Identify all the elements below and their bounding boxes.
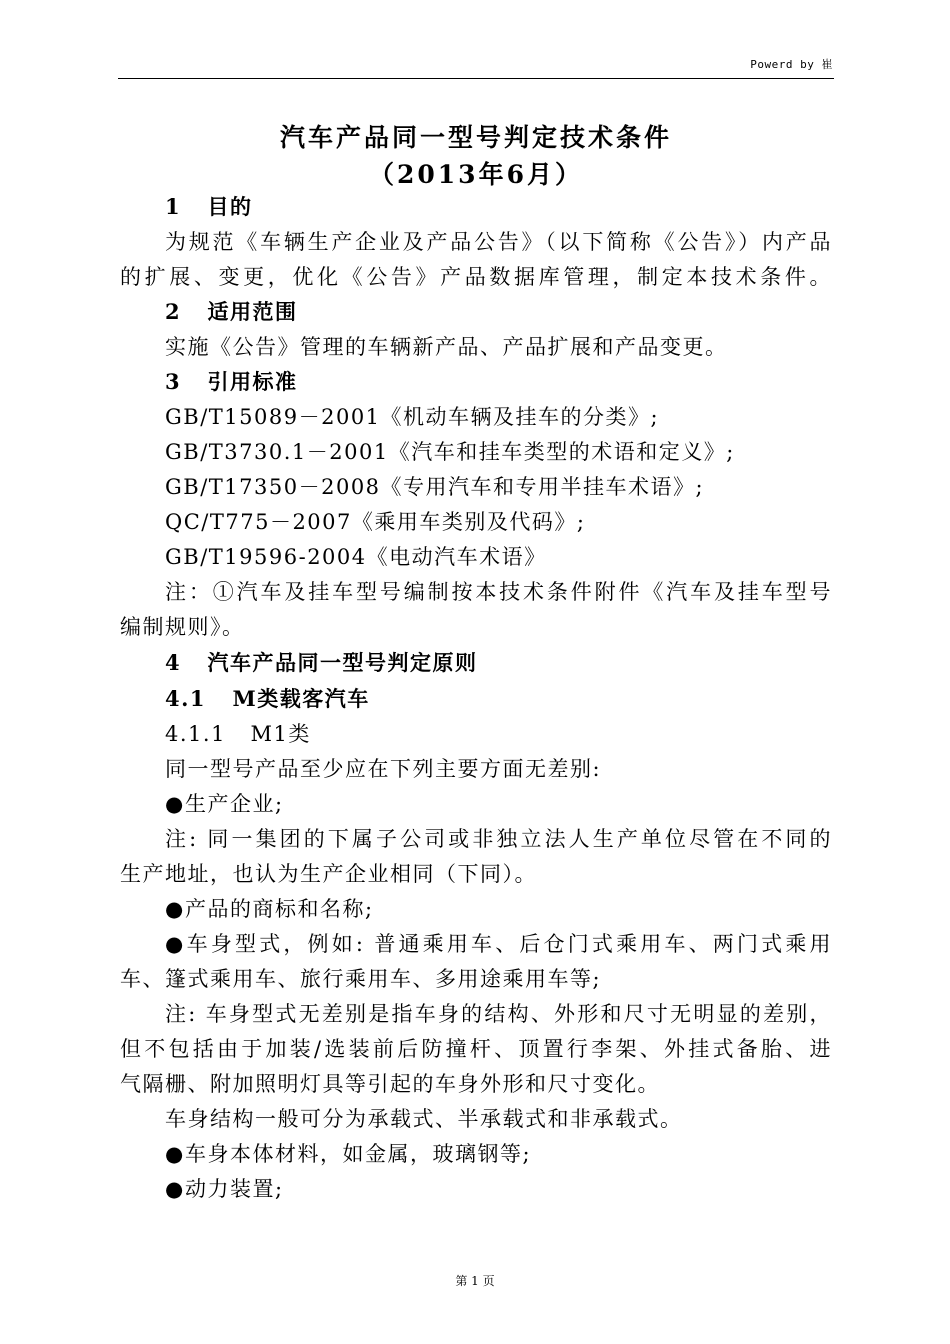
bullet-icon: ● — [165, 1177, 185, 1201]
bullet-item — [165, 1139, 885, 1169]
note-line: 注: 车身型式无差别是指车身的结构、外形和尺寸无明显的差别， — [165, 1002, 832, 1026]
section-heading-3: 3 引用标准 — [165, 369, 298, 394]
document-date: （2013年6月） — [369, 160, 583, 189]
note-line: 但不包括由于加装/选装前后防撞杆、顶置行李架、外挂式备胎、进 — [120, 1037, 832, 1061]
reference-item: QC/T775－2007《乘用车类别及代码》; — [165, 510, 586, 534]
note-line: 编制规则》。 — [120, 615, 245, 639]
note-line: 生产地址，也认为生产企业相同（下同）。 — [120, 862, 537, 886]
header-rule — [118, 78, 834, 79]
note-line: 注：①汽车及挂车型号编制按本技术条件附件《汽车及挂车型号 — [165, 580, 832, 604]
paragraph-line: 同一型号产品至少应在下列主要方面无差别: — [165, 757, 602, 781]
paragraph-line: 车身结构一般可分为承载式、半承载式和非承载式。 — [165, 1107, 683, 1131]
bullet-text: 生产企业; — [185, 792, 284, 816]
bullet-icon: ● — [165, 932, 185, 956]
bullet-text: 车身型式，例如: 普通乘用车、后仓门式乘用车、两门式乘用 — [185, 932, 832, 956]
reference-item: GB/T17350－2008《专用汽车和专用半挂车术语》; — [165, 475, 705, 499]
bullet-item — [165, 789, 885, 819]
bullet-text: 动力装置; — [185, 1177, 284, 1201]
bullet-item — [165, 1174, 885, 1204]
note-line: 注: 同一集团的下属子公司或非独立法人生产单位尽管在不同的 — [165, 827, 832, 851]
section-heading-2: 2 适用范围 — [165, 299, 298, 324]
bullet-text: 产品的商标和名称; — [185, 897, 374, 921]
paragraph-line: 实施《公告》管理的车辆新产品、产品扩展和产品变更。 — [165, 335, 728, 359]
bullet-icon: ● — [165, 1142, 185, 1166]
paragraph-line: 车、篷式乘用车、旅行乘用车、多用途乘用车等; — [120, 967, 602, 991]
bullet-icon: ● — [165, 792, 185, 816]
subsection-heading: 4.1 M类载客汽车 — [165, 686, 370, 711]
section-heading-4: 4 汽车产品同一型号判定原则 — [165, 650, 478, 675]
bullet-text: 车身本体材料，如金属，玻璃钢等; — [185, 1142, 532, 1166]
page-number: 第 1 页 — [455, 1274, 495, 1288]
page-header-text: Powerd by 崔 — [750, 58, 833, 71]
bullet-icon: ● — [165, 897, 185, 921]
reference-item: GB/T15089－2001《机动车辆及挂车的分类》; — [165, 405, 660, 429]
reference-item: GB/T19596-2004《电动汽车术语》 — [165, 545, 547, 569]
paragraph-line: 为规范《车辆生产企业及产品公告》（以下简称《公告》）内产品 — [165, 230, 832, 254]
paragraph-line: 的扩展、变更，优化《公告》产品数据库管理，制定本技术条件。 — [120, 265, 832, 289]
subsubsection-heading: 4.1.1 M1类 — [165, 722, 311, 746]
document-title: 汽车产品同一型号判定技术条件 — [279, 123, 672, 152]
section-heading-1: 1 目的 — [165, 194, 253, 219]
note-line: 气隔栅、附加照明灯具等引起的车身外形和尺寸变化。 — [120, 1072, 660, 1096]
reference-item: GB/T3730.1－2001《汽车和挂车类型的术语和定义》; — [165, 440, 735, 464]
bullet-item — [165, 929, 832, 959]
bullet-item — [165, 894, 885, 924]
